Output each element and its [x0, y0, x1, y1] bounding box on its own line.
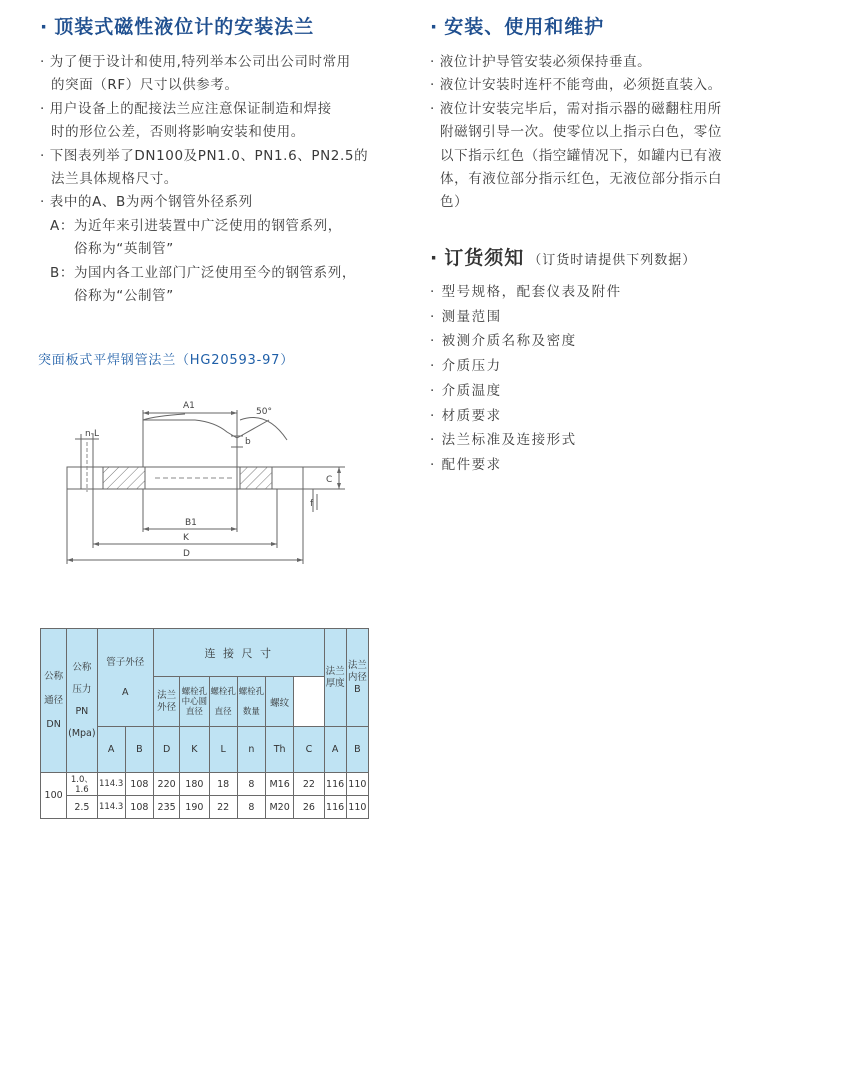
header-thickness: 法兰 厚度: [324, 629, 346, 727]
table-header-row: [41, 629, 369, 677]
table-cell: 110: [346, 796, 368, 819]
left-section-heading: [40, 12, 314, 39]
table-cell: 22: [294, 773, 324, 796]
flange-note-line: 俗称为“英制管”: [74, 241, 174, 258]
flange-note-line: · 表中的A、B为两个钢管外径系列: [40, 194, 253, 211]
list-item: · 测量范围: [430, 308, 502, 325]
code-cell: B: [125, 727, 153, 773]
label-c: C: [326, 475, 333, 485]
install-note-line: 附磁钢引导一次。使零位以上指示白色，零位: [440, 124, 722, 141]
table-cell: 8: [237, 796, 265, 819]
header-dn: 公称 通径 DN: [41, 629, 67, 773]
code-cell: K: [180, 727, 209, 773]
header-bolt-dia: 螺栓孔 直径: [209, 677, 237, 727]
label-a1: A1: [183, 401, 195, 411]
label-f: f: [310, 499, 314, 509]
heading-bullet: ·: [430, 16, 439, 38]
list-item: · 法兰标准及连接形式: [430, 432, 577, 449]
dn-value: 100: [41, 773, 67, 819]
list-item: · 型号规格，配套仪表及附件: [430, 284, 622, 300]
header-bore: 法兰 内径 B: [346, 629, 368, 727]
code-cell: A: [324, 727, 346, 773]
label-angle: 50°: [256, 407, 272, 417]
list-item: · 材质要求: [430, 407, 502, 424]
flange-hub-outline: [143, 420, 237, 467]
table-cell: 220: [154, 773, 180, 796]
install-note-line: 以下指示红色（指空罐情况下，如罐内已有液: [440, 147, 722, 164]
table-cell: 116: [324, 773, 346, 796]
table-cell: 114.3: [97, 773, 125, 796]
table-cell: 8: [237, 773, 265, 796]
header-pipe-od: 管子外径 A: [97, 629, 154, 727]
table-cell: 26: [294, 796, 324, 819]
install-note-line: 体，有液位部分指示红色，无液位部分指示白: [440, 171, 722, 188]
flange-spec-table: [40, 628, 369, 819]
table-cell: M16: [266, 773, 294, 796]
flange-note-line: 俗称为“公制管”: [74, 288, 174, 305]
header-connection: 连 接 尺 寸: [154, 629, 325, 677]
flange-note-line: 的突面（RF）尺寸以供参考。: [51, 77, 239, 94]
order-requirements-list: [430, 280, 800, 478]
header-flange-od: 法兰 外径: [154, 677, 180, 727]
header-bolt-count: 螺栓孔 数量: [237, 677, 265, 727]
code-cell: B: [346, 727, 368, 773]
heading-bullet: ·: [40, 16, 49, 38]
flange-note-line: 时的形位公差，否则将影响安装和使用。: [51, 124, 305, 141]
list-item: · 配件要求: [430, 456, 502, 473]
table-row: [41, 796, 369, 819]
list-item: · 介质压力: [430, 358, 502, 375]
order-heading-text: 订货须知: [444, 247, 525, 269]
flange-note-line: A：为近年来引进装置中广泛使用的钢管系列，: [50, 217, 342, 234]
install-note-line: · 液位计护导管安装必须保持垂直。: [430, 54, 652, 70]
heading-bullet: ·: [430, 247, 439, 269]
flange-notes: [40, 51, 410, 308]
header-bolt-circle: 螺栓孔 中心圆 直径: [180, 677, 209, 727]
table-cell: 110: [346, 773, 368, 796]
install-note-line: · 液位计安装完毕后，需对指示器的磁翻柱用所: [430, 100, 722, 117]
label-k: K: [183, 533, 189, 543]
table-cell: 108: [125, 773, 153, 796]
install-notes: [430, 51, 800, 215]
table-cell: 22: [209, 796, 237, 819]
code-cell: L: [209, 727, 237, 773]
code-cell: C: [294, 727, 324, 773]
pn-value: 1.0、1.6: [67, 773, 97, 796]
right-section-heading-install: [430, 12, 604, 39]
right-section-heading-order: [430, 243, 696, 270]
table-cell: 116: [324, 796, 346, 819]
flange-hatch-left: [103, 467, 145, 489]
table-cell: 235: [154, 796, 180, 819]
left-heading-text: 顶装式磁性液位计的安装法兰: [54, 16, 315, 38]
pn-value: 2.5: [67, 796, 97, 819]
table-cell: 108: [125, 796, 153, 819]
install-note-line: 色）: [440, 194, 469, 211]
table-cell: 114.3: [97, 796, 125, 819]
header-thread: 螺纹: [266, 677, 294, 727]
code-cell: D: [154, 727, 180, 773]
header-pn: 公称 压力 PN (Mpa): [67, 629, 97, 773]
install-heading-text: 安装、使用和维护: [444, 16, 605, 38]
flange-note-line: 法兰具体规格尺寸。: [51, 171, 178, 188]
table-cell: 190: [180, 796, 209, 819]
table-cell: 18: [209, 773, 237, 796]
code-cell: n: [237, 727, 265, 773]
label-b: b: [245, 437, 251, 447]
install-note-line: · 液位计安装时连杆不能弯曲，必须挺直装入。: [430, 77, 722, 94]
flange-note-line: B：为国内各工业部门广泛使用至今的钢管系列，: [50, 264, 356, 281]
flange-drawing: [55, 392, 355, 572]
flange-note-line: · 用户设备上的配接法兰应注意保证制造和焊接: [40, 100, 332, 117]
code-cell: Th: [266, 727, 294, 773]
code-cell: A: [97, 727, 125, 773]
table-cell: 180: [180, 773, 209, 796]
label-n-l: n-L: [85, 429, 99, 439]
order-heading-subtitle: （订货时请提供下列数据）: [528, 253, 697, 268]
flange-hatch-right: [240, 467, 272, 489]
table-cell: M20: [266, 796, 294, 819]
flange-note-line: · 为了便于设计和使用,特列举本公司出公司时常用: [40, 54, 351, 70]
label-d: D: [183, 549, 190, 559]
list-item: · 被测介质名称及密度: [430, 333, 577, 350]
flange-note-line: · 下图表列举了DN100及PN1.0、PN1.6、PN2.5的: [40, 147, 369, 164]
table-row: [41, 773, 369, 796]
figure-caption: 突面板式平焊钢管法兰（HG20593-97）: [38, 353, 295, 368]
label-b1: B1: [185, 518, 197, 528]
list-item: · 介质温度: [430, 382, 502, 399]
